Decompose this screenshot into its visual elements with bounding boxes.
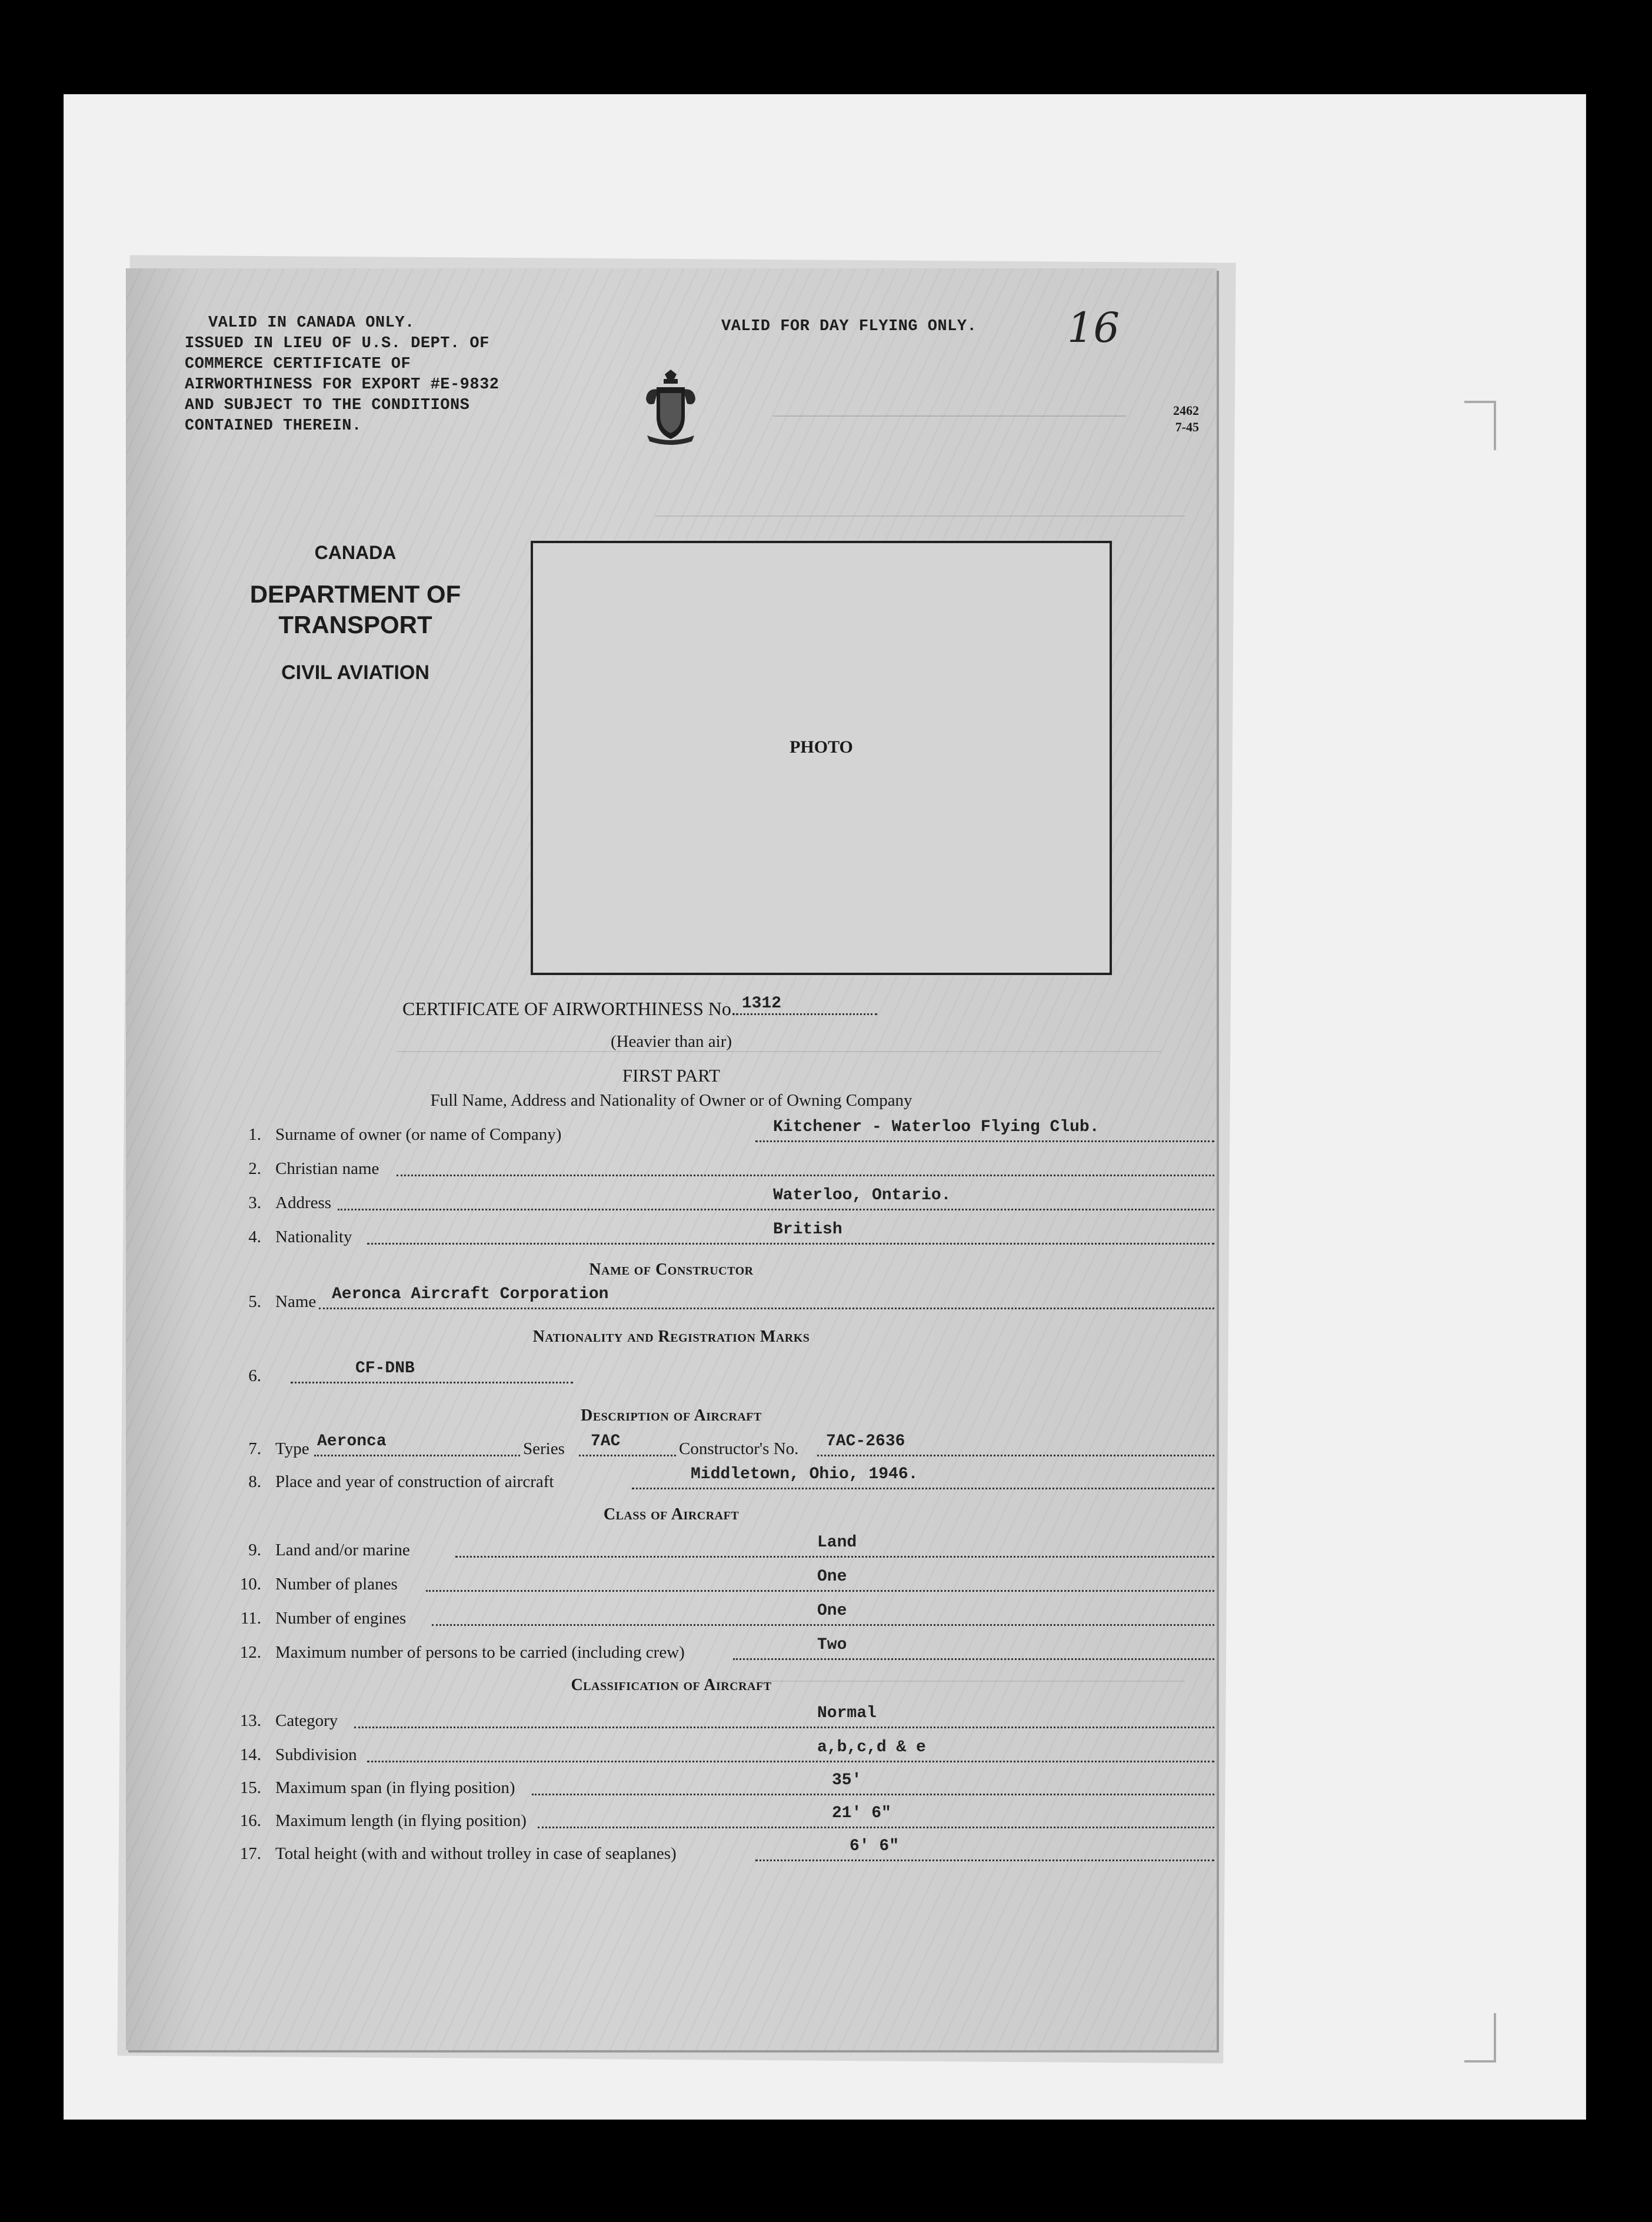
corner-mark-bottom [1464,2013,1496,2063]
field-number: 15. [239,1778,261,1797]
field-number: 9. [248,1541,261,1559]
field-label: Name [275,1292,317,1311]
field-row-6 [226,1359,1238,1390]
series-value: 7AC [591,1432,621,1451]
field-label: Number of engines [275,1609,407,1628]
certificate-subtitle: (Heavier than air) [610,1032,732,1051]
constructor-number-value: 7AC-2636 [826,1432,905,1451]
certificate-number-line [736,994,877,1015]
field-label: Category [275,1711,338,1730]
stamp-line: AND SUBJECT TO THE CONDITIONS [185,397,470,414]
certificate-title [402,994,877,1020]
field-number: 6. [248,1366,261,1385]
fill-line [338,1209,1214,1210]
engines-value: One [817,1602,847,1620]
persons-value: Two [817,1636,847,1654]
fill-line [314,1455,520,1456]
country-heading: CANADA [314,542,397,563]
field-row-14 [226,1738,1238,1769]
fill-line [291,1382,573,1383]
field-number: 3. [248,1193,261,1212]
field-number: 14. [239,1745,261,1764]
field-row-4 [226,1220,1238,1251]
form-date: 7-45 [1175,420,1199,434]
field-number: 8. [248,1472,261,1491]
field-number: 2. [248,1159,261,1178]
field-row-16 [226,1804,1238,1835]
fill-line [455,1556,1214,1558]
field-row-15 [226,1771,1238,1802]
fill-line [319,1308,1214,1309]
photo-box [531,541,1112,975]
stamp-line: ISSUED IN LIEU OF U.S. DEPT. OF [185,335,489,352]
show-through-mark [773,415,1126,417]
field-row-3 [226,1186,1238,1217]
field-label: Maximum span (in flying position) [275,1778,515,1797]
classification-heading: Classification of Aircraft [571,1676,772,1694]
fill-line [755,1860,1214,1861]
field-label: Nationality [275,1228,352,1246]
branch-heading: CIVIL AVIATION [281,661,429,684]
field-number: 17. [239,1844,261,1863]
fill-line [632,1488,1214,1489]
stamp-line: CONTAINED THEREIN. [185,417,362,435]
category-value: Normal [817,1704,877,1722]
fill-line [538,1827,1214,1828]
field-number: 10. [239,1575,261,1594]
fill-line [733,1658,1214,1660]
field-label: Christian name [275,1159,379,1178]
part-heading: FIRST PART [622,1065,721,1086]
field-row-7 [226,1432,1238,1463]
field-label: Total height (with and without trolley in case of seaplanes) [275,1844,677,1863]
field-number: 16. [239,1811,261,1830]
height-value: 6' 6" [850,1837,900,1855]
owner-heading: Full Name, Address and Nationality of Owner or of Owning Company [430,1091,912,1110]
field-label: Subdivision [275,1745,357,1764]
field-label: Place and year of construction of aircraft [275,1472,554,1491]
field-row-1 [226,1118,1238,1149]
form-code [1173,403,1199,435]
fill-line [367,1761,1214,1762]
address-value: Waterloo, Ontario. [773,1186,951,1205]
field-number: 13. [239,1711,261,1730]
fill-line [532,1794,1214,1795]
stamp-line: COMMERCE CERTIFICATE OF [185,355,411,373]
field-row-9 [226,1534,1238,1564]
field-number: 4. [248,1228,261,1246]
fill-line [367,1243,1214,1245]
constructor-heading: Name of Constructor [589,1260,754,1279]
place-year-value: Middletown, Ohio, 1946. [691,1465,918,1483]
type-value: Aeronca [317,1432,387,1451]
field-number: 7. [248,1439,261,1458]
subdivision-value: a,b,c,d & e [817,1738,926,1757]
field-label: Maximum length (in flying position) [275,1811,527,1830]
form-number: 2462 [1173,403,1199,418]
fill-line [397,1175,1214,1176]
fill-line [817,1455,1214,1456]
field-row-13 [226,1704,1238,1735]
owner-name-value: Kitchener - Waterloo Flying Club. [773,1118,1100,1136]
field-label: Number of planes [275,1575,398,1594]
field-row-12 [226,1636,1238,1666]
field-number: 12. [239,1643,261,1662]
field-number: 1. [248,1125,261,1144]
field-label: Maximum number of persons to be carried (including crew) [275,1643,685,1662]
show-through-mark [655,515,1185,517]
fill-line [432,1624,1214,1626]
stamp-line: VALID IN CANADA ONLY. [208,314,415,332]
field-number: 5. [248,1292,261,1311]
department-heading: DEPARTMENT OF [249,580,461,608]
registration-heading: Nationality and Registration Marks [532,1328,810,1346]
field-row-5 [226,1285,1238,1316]
class-heading: Class of Aircraft [603,1505,740,1524]
field-row-11 [226,1602,1238,1632]
stamp-line: AIRWORTHINESS FOR EXPORT #E-9832 [185,376,499,394]
description-heading: Description of Aircraft [581,1406,762,1425]
field-label: Type [275,1439,309,1458]
field-label: Constructor's No. [679,1439,799,1458]
handwritten-number: 16 [1067,304,1120,352]
registration-value: CF-DNB [355,1359,415,1378]
fill-line [579,1455,676,1456]
field-row-10 [226,1568,1238,1598]
certificate-sheet [126,268,1217,2050]
certificate-number: 1312 [741,994,782,1013]
field-row-17 [226,1837,1238,1868]
span-value: 35' [832,1771,862,1789]
coat-of-arms-icon [641,370,700,446]
planes-value: One [817,1568,847,1586]
field-label: Land and/or marine [275,1541,410,1559]
land-marine-value: Land [817,1534,857,1552]
department-heading: TRANSPORT [278,611,432,638]
field-row-8 [226,1465,1238,1496]
constructor-value: Aeronca Aircraft Corporation [332,1285,609,1303]
field-label: Surname of owner (or name of Company) [275,1125,562,1144]
field-number: 11. [240,1609,261,1628]
fill-line [755,1140,1214,1142]
field-label: Series [523,1439,565,1458]
photo-label: PHOTO [790,737,853,757]
field-row-2 [226,1159,1238,1183]
length-value: 21' 6" [832,1804,891,1822]
day-flying-stamp: VALID FOR DAY FLYING ONLY. [721,318,977,335]
field-label: Address [275,1193,332,1212]
fill-line [426,1590,1214,1592]
certificate-title-text: CERTIFICATE OF AIRWORTHINESS No. [402,998,736,1019]
corner-mark-top [1464,401,1496,450]
nationality-value: British [773,1220,842,1239]
fill-line [354,1727,1214,1728]
